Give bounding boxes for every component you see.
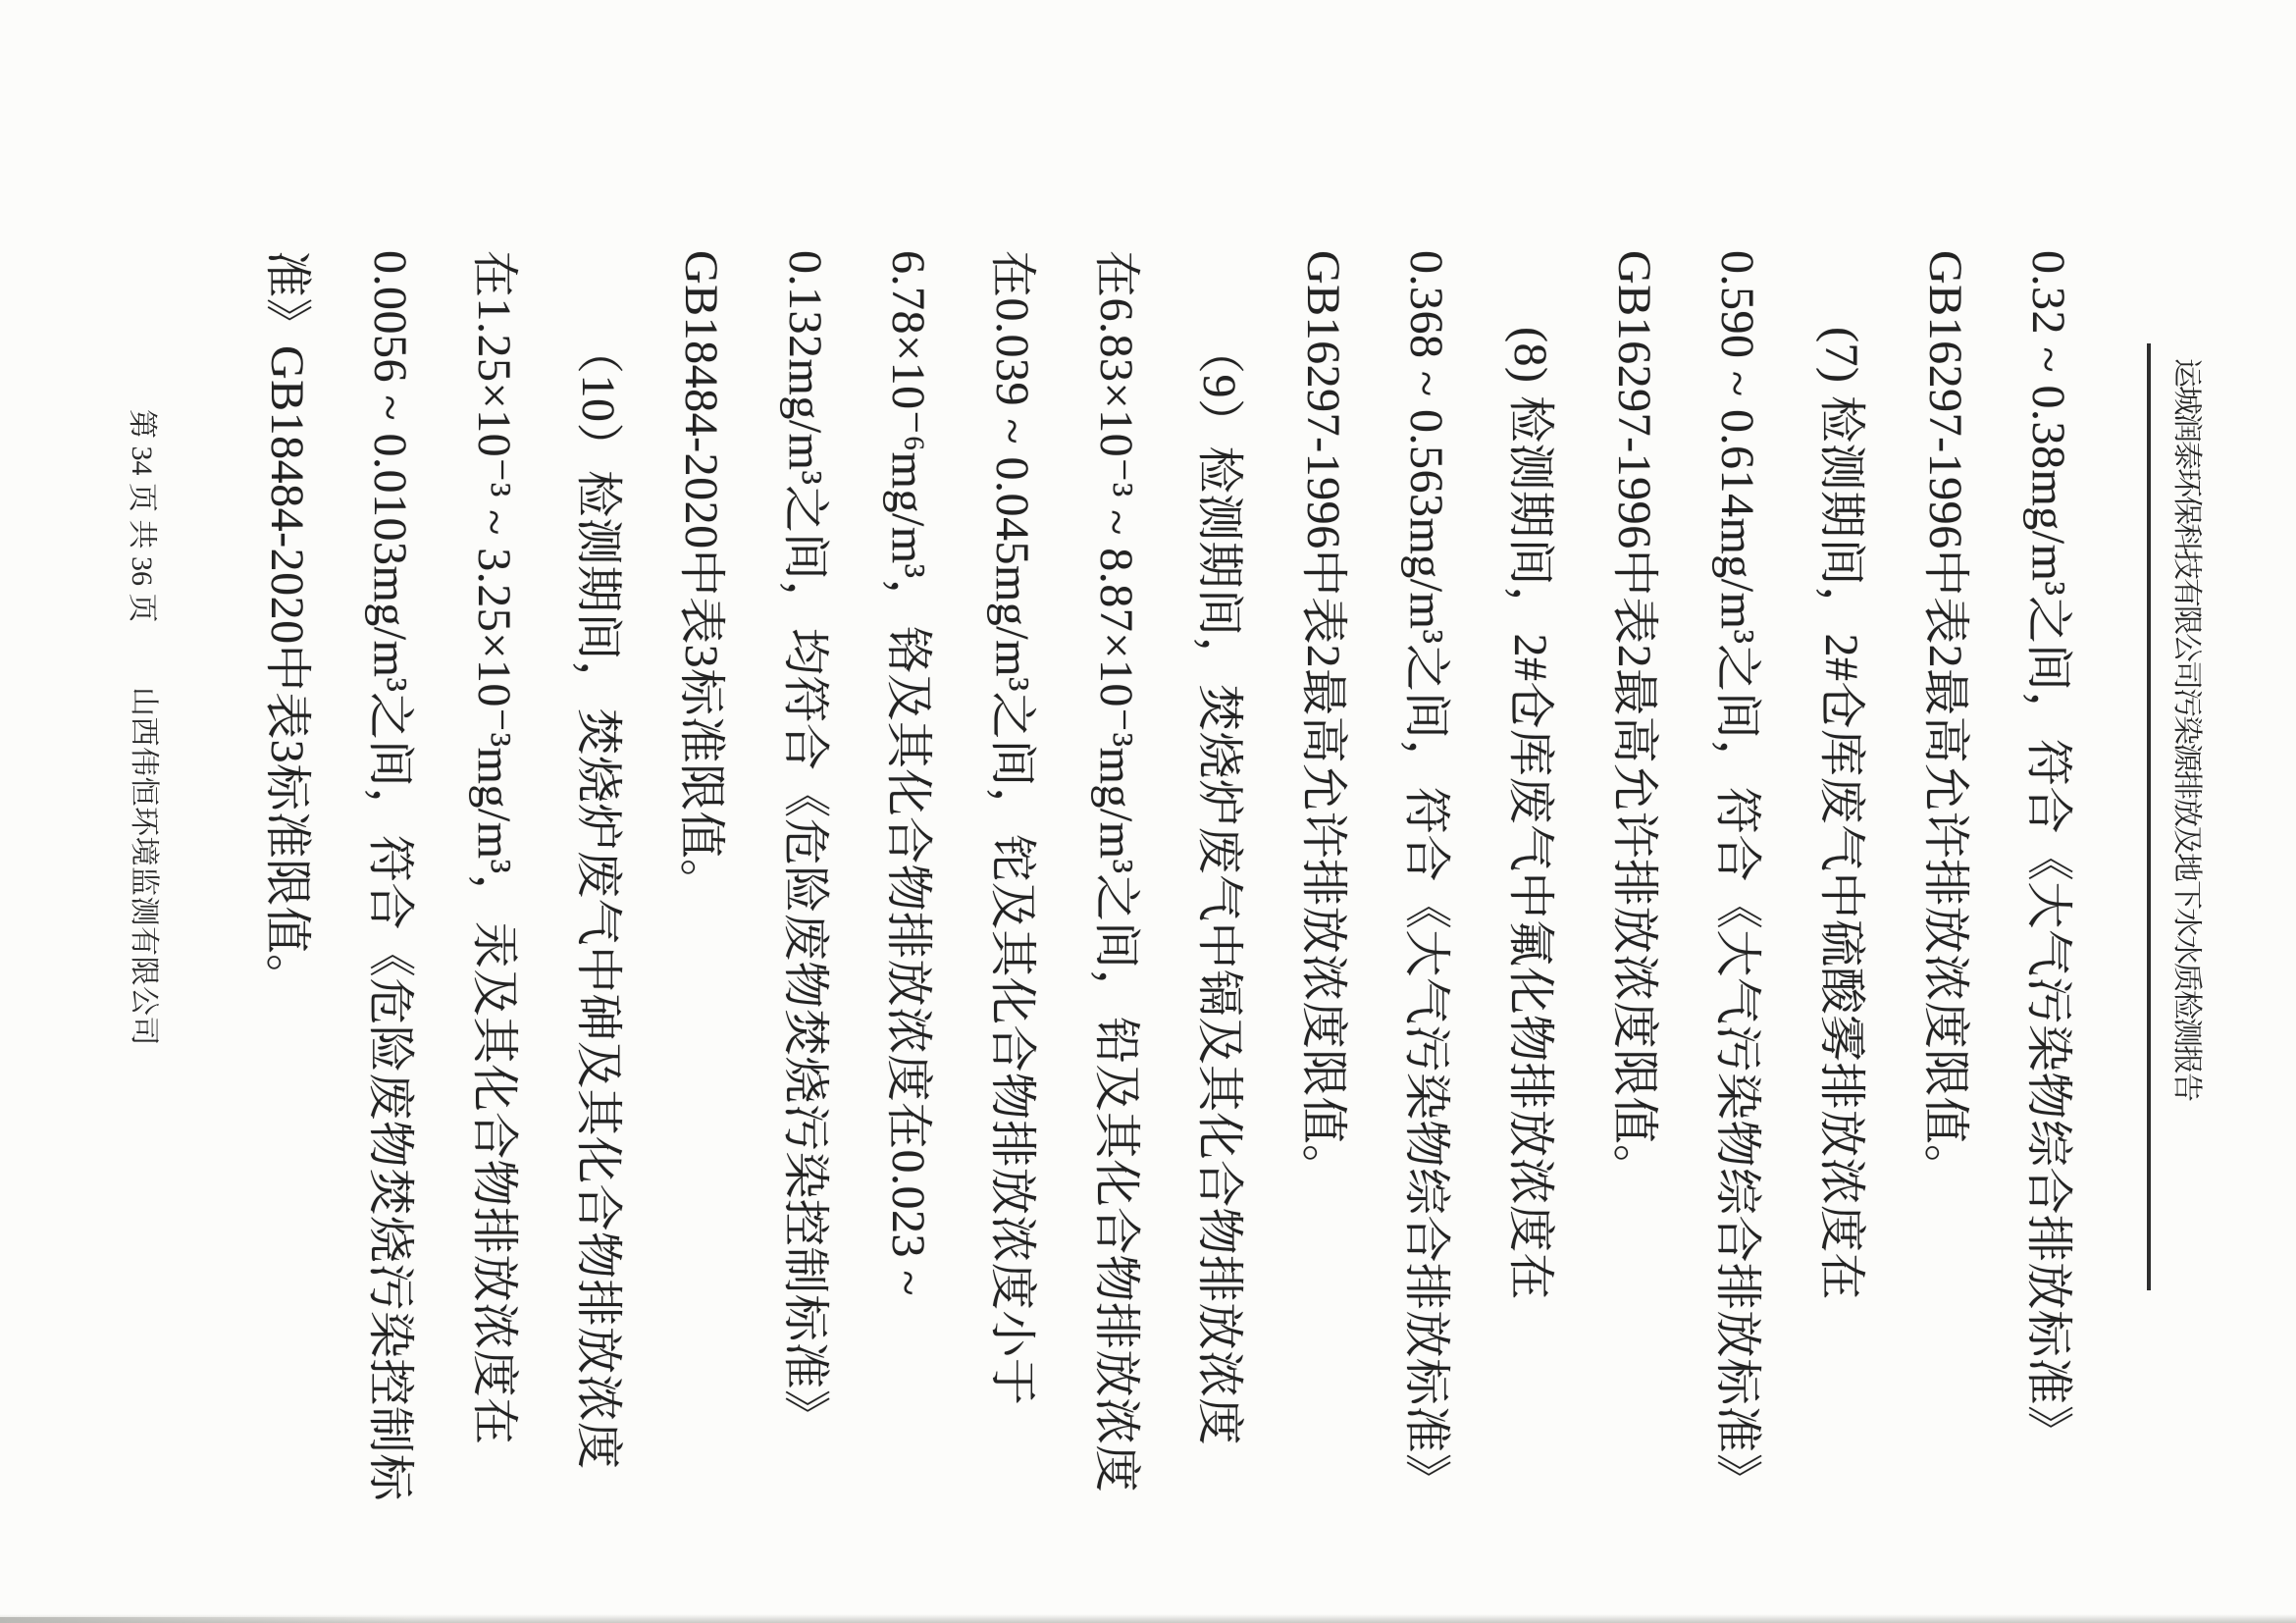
- document-line: 在6.83×10⁻³ ~ 8.87×10⁻³mg/m³之间，铅及其化合物排放浓度: [1090, 250, 1142, 1492]
- document-line: GB16297-1996中表2最高允许排放浓度限值。: [1608, 250, 1660, 1192]
- document-line: GB16297-1996中表2最高允许排放浓度限值。: [1297, 250, 1349, 1192]
- report-header-title: 运城润泰环保科技有限公司污染源排放及地下水水质检测报告: [2170, 358, 2203, 1100]
- document-line: 准》GB18484-2020中表3标准限值。: [261, 250, 313, 1002]
- document-line: (7) 检测期间，2#仓库废气中硫酸雾排放浓度在: [1815, 327, 1867, 1300]
- document-line: 0.368 ~ 0.563mg/m³之间，符合《大气污染物综合排放标准》: [1400, 250, 1452, 1501]
- document-line: （10）检测期间，焚烧炉废气中砷及其化合物排放浓度: [572, 327, 624, 1470]
- document-line: 0.32 ~ 0.38mg/m³之间，符合《大气污染物综合排放标准》: [2022, 250, 2074, 1453]
- document-line: 0.132mg/m³之间，均符合《危险废物焚烧污染控制标准》: [779, 250, 831, 1438]
- document-line: 0.0056 ~ 0.0103mg/m³之间，符合《危险废物焚烧污染控制标: [364, 250, 416, 1501]
- document-line: 在1.25×10⁻³ ~ 3.25×10⁻³mg/m³，汞及其化合物排放浓度在: [468, 250, 520, 1445]
- document-line: 在0.039 ~ 0.045mg/m³之间，铊及其化合物排放浓度小于: [986, 250, 1038, 1406]
- header-underline: [2147, 343, 2151, 1290]
- document-line: (8) 检测期间，2#仓库废气中氟化物排放浓度在: [1504, 327, 1556, 1300]
- document-line: GB16297-1996中表2最高允许排放浓度限值。: [1919, 250, 1971, 1192]
- footer-page-number: 第 34 页 共 36 页: [126, 409, 158, 623]
- scan-edge-corner-shadow: [0, 1617, 412, 1623]
- document-line: 0.590 ~ 0.614mg/m³之间，符合《大气污染物综合排放标准》: [1711, 250, 1763, 1501]
- footer-company-name: 山西伟恒环境监测有限公司: [128, 687, 160, 1046]
- document-line: GB18484-2020中表3标准限值。: [675, 250, 727, 907]
- document-line: 6.78×10⁻⁶mg/m³，铬及其化合物排放浓度在0.023 ~: [882, 250, 934, 1297]
- document-line: （9）检测期间，焚烧炉废气中镉及其化合物排放浓度: [1193, 327, 1245, 1446]
